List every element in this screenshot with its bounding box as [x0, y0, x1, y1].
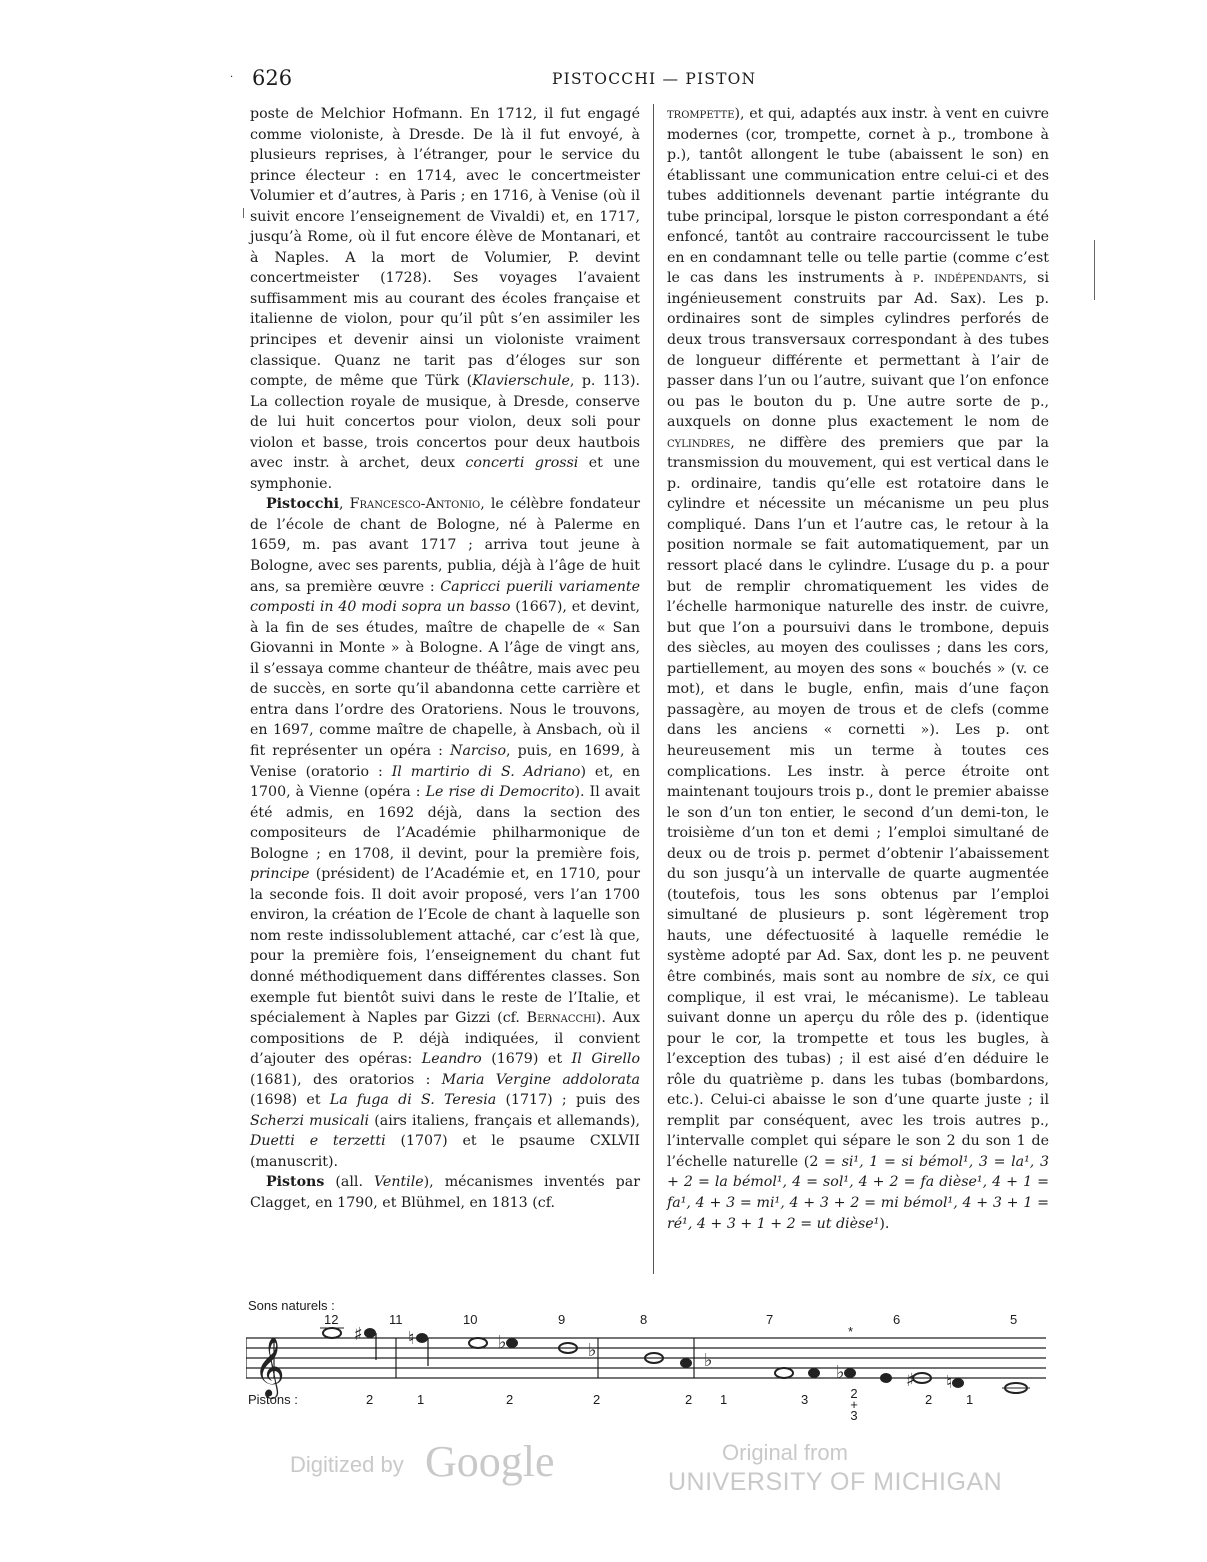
- left-column: [250, 104, 640, 1214]
- entry-headword: Pistocchi: [266, 496, 340, 513]
- piston-number: 3: [801, 1392, 809, 1407]
- paragraph-continuation: trompette), et qui, adaptés aux instr. à vent en cuivre modernes (cor, trompette, cornet à p., trombone à p.), tantôt allongent le tube (abaissent le son) en établissant une communication entre celui-ci et des tubes additionnels devenant partie intégrante du tube principal, lorsque le piston correspondant a été enfoncé, tantôt au contraire raccourcissent le tube en en condamnant telle ou telle partie (comme c’est le cas dans les instruments à p. indépendants, si ingénieusement construits par Ad. Sax). Les p. ordinaires sont de simples cylindres perforés de deux trous transversaux correspondant à des tubes de longueur différente et permettant à l’air de passer dans l’un ou l’autre, suivant que l’on enfonce ou pas le bouton du p. Une autre sorte de p., auxquels on donne plus exactement le nom de cylindres, ne diffère des premiers que par la transmission du mouvement, qui est vertical dans le p. ordinaire, tandis qu’elle est rotatoire dans le cylindre et nécessite un mécanisme un peu plus compliqué. Dans l’un et l’autre cas, le retour à la position normale se fait automatiquement, par un ressort placé dans le cylindre. L’usage du p. a pour but de remplir chromatiquement les vides de l’échelle harmonique naturelle des instr. de cuivre, but que l’on a poursuivi dans le trombone, depuis des siècles, au moyen des coulisses ; dans les cors, partiellement, au moyen des sons « bouchés » (v. ce mot), et dans le bugle, enfin, mais d’une façon passagère, au moyen de trous et de clefs (comme dans les anciens « cornetti »). Les p. ont heureusement mis un terme à toutes ces complications. Les instr. à perce étroite ont maintenant toujours trois p., dont le premier abaisse le son d’un ton entier, le second d’un demi-ton, le troisième d’un ton et demi ; l’emploi simultané de deux ou de trois p. permet d’obtenir l’abaissement du son jusqu’à un intervalle de quarte augmentée (toutefois, tous les sons obtenus par l’emploi simultané de plusieurs p. sont légèrement trop hauts, une défectuosité à laquelle remédie le système adopté par Ad. Sax, dont les p. ne peuvent être combinés, mais sont au nombre de six, ce qui complique, il est vrai, le mécanisme). Le tableau suivant donne un aperçu du rôle des p. (identique pour le cor, la trompette et tous les bugles, à l’exception des tubas) ; il est aisé d’en déduire le rôle du quatrième p. dans les tubas (bombardons, etc.). Celui-ci abaisse le son d’une quarte juste ; il remplit par conséquent, avec les trois autres p., l’intervalle complet qui sépare le son 2 du son 1 de l’échelle naturelle (2 = si¹, 1 = si bémol¹, 3 = la¹, 3 + 2 = la bémol¹, 4 = sol¹, 4 + 2 = fa dièse¹, 4 + 1 = fa¹, 4 + 3 = mi¹, 4 + 3 + 2 = mi bémol¹, 4 + 3 + 1 = ré¹, 4 + 3 + 1 + 2 = ut dièse¹).: [667, 106, 1050, 1232]
- sons-number: 12: [324, 1312, 339, 1327]
- sons-number: 6: [893, 1312, 901, 1327]
- piston-number: 2: [366, 1392, 374, 1407]
- sons-number: 9: [558, 1312, 566, 1327]
- svg-text:♮: ♮: [946, 1372, 953, 1393]
- university-label: UNIVERSITY OF MICHIGAN: [668, 1468, 1003, 1496]
- piston-number: 1: [966, 1392, 974, 1407]
- treble-clef-icon: 𝄞: [254, 1337, 285, 1397]
- original-from-label: Original from: [722, 1440, 848, 1465]
- sons-number: 8: [640, 1312, 648, 1327]
- page-number: 626: [252, 66, 293, 90]
- sons-naturels-label: Sons naturels :: [248, 1298, 335, 1313]
- piston-number: 2: [685, 1392, 693, 1407]
- piston-number: 2: [593, 1392, 601, 1407]
- piston-stacked-number: 2 + 3: [850, 1386, 858, 1423]
- column-divider: [653, 104, 655, 1274]
- piston-number: 1: [417, 1392, 425, 1407]
- svg-text:♯: ♯: [906, 1370, 915, 1391]
- scan-footer: [0, 1437, 1207, 1530]
- pistons-label: Pistons :: [248, 1392, 298, 1407]
- entry-pistocchi: Pistocchi, Francesco-Antonio, le célèbre fondateur de l’école de chant de Bologne, né à Palerme en 1659, m. pas avant 1717 ; arriva tout jeune à Bologne, avec ses parents, publia, déjà à l’âge de huit ans, sa première œuvre : Capricci puerili variamente composti in 40 modi sopra un basso (1667), et devint, à la fin de ses études, maître de chapelle de « San Giovanni in Monte » à Bologne. A l’âge de vingt ans, il s’essaya comme chanteur de théâtre, mais avec peu de succès, en sorte qu’il abandonna cette carrière et entra dans l’ordre des Oratoriens. Nous le trouvons, en 1697, comme maître de chapelle, à Ansbach, où il fit représenter un opéra : Narciso, puis, en 1699, à Venise (oratorio : Il martirio di S. Adriano) et, en 1700, à Vienne (opéra : Le rise di Democrito). Il avait été admis, en 1692 déjà, dans la section des compositeurs de l’Académie philharmonique de Bologne ; en 1708, il devint, pour la première fois, principe (président) de l’Académie et, en 1710, pour la seconde fois. Il doit avoir proposé, vers l’an 1700 environ, la création de l’Ecole de chant à laquelle son nom reste indissolublement attaché, car c’est là que, pour la première fois, l’enseignement du chant fut donné méthodiquement dans différentes classes. Son exemple fut bientôt suivi dans le reste de l’Italie, et spécialement à Naples par Gizzi (cf. Bernacchi). Aux compositions de P. déjà indiquées, il convient d’ajouter des opéras: Leandro (1679) et Il Girello (1681), des oratorios : Maria Vergine addolorata (1698) et La fuga di S. Teresia (1717) ; puis des Scherzi musicali (airs italiens, français et allemands), Duetti e terzetti (1707) et le psaume CXLVII (manuscrit).: [250, 496, 641, 1170]
- paragraph-continuation: poste de Melchior Hofmann. En 1712, il fut engagé comme violoniste, à Dresde. De là il fut envoyé, à plusieurs reprises, à l’étranger, pour le service du prince électeur : en 1714, avec le concertmeister Volumier et d’autres, à Paris ; en 1716, à Venise (où il suivit encore l’enseignement de Vivaldi) et, en 1717, jusqu’à Rome, où il fut encore élève de Montanari, et à Naples. A la mort de Volumier, P. devint concertmeister (1728). Ses voyages l’avaient suffisamment mis au courant des écoles française et italienne de violon, pour qu’il pût s’en assimiler les principes et devenir ainsi un violoniste vraiment classique. Quanz ne tarit pas d’éloges sur son compte, de même que Türk (Klavierschule, p. 113). La collection royale de musique, à Dresde, conserve de lui huit concertos pour violon, deux soli pour violon et basse, trois concertos pour deux hautbois avec instr. à archet, deux concerti grossi et une symphonie.: [250, 106, 640, 492]
- margin-dot: ·: [230, 72, 234, 83]
- piston-number: 2: [925, 1392, 933, 1407]
- svg-text:♭: ♭: [704, 1350, 713, 1371]
- stopped-note-star: *: [848, 1324, 854, 1339]
- margin-mark: [1094, 240, 1095, 300]
- note-formula: si¹, 1 = si bémol¹, 3 = la¹, 3 + 2 = la bémol¹, 4 = sol¹, 4 + 2 = fa dièse¹, 4 + 1 = fa¹, 4 + 3 = mi¹, 4 + 3 + 2 = mi bémol¹, 4 + 3 + 1 = ré¹, 4 + 3 + 1 + 2 = ut dièse¹: [667, 1153, 1050, 1232]
- svg-text:♭: ♭: [588, 1340, 597, 1361]
- google-logo: Google: [425, 1437, 555, 1486]
- running-title: PISTOCCHI — PISTON: [552, 70, 757, 88]
- svg-text:♭: ♭: [498, 1332, 507, 1353]
- page-header: [0, 66, 1207, 96]
- sons-number: 7: [766, 1312, 774, 1327]
- svg-text:♮: ♮: [408, 1328, 415, 1349]
- piston-number: 1: [720, 1392, 728, 1407]
- sons-number: 11: [389, 1312, 403, 1327]
- right-column: [667, 104, 1049, 1234]
- sons-number: 5: [1010, 1312, 1018, 1327]
- entry-pistons: Pistons (all. Ventile), mécanismes inventés par Clagget, en 1790, et Blühmel, en 1813 (cf.: [250, 1174, 640, 1211]
- piston-number: 2: [506, 1392, 514, 1407]
- margin-mark: [243, 208, 244, 218]
- svg-text:♭: ♭: [836, 1362, 845, 1383]
- svg-text:♯: ♯: [354, 1324, 363, 1345]
- digitized-by-label: Digitized by: [290, 1452, 404, 1477]
- entry-headword: Pistons: [266, 1174, 325, 1191]
- sons-number: 10: [463, 1312, 478, 1327]
